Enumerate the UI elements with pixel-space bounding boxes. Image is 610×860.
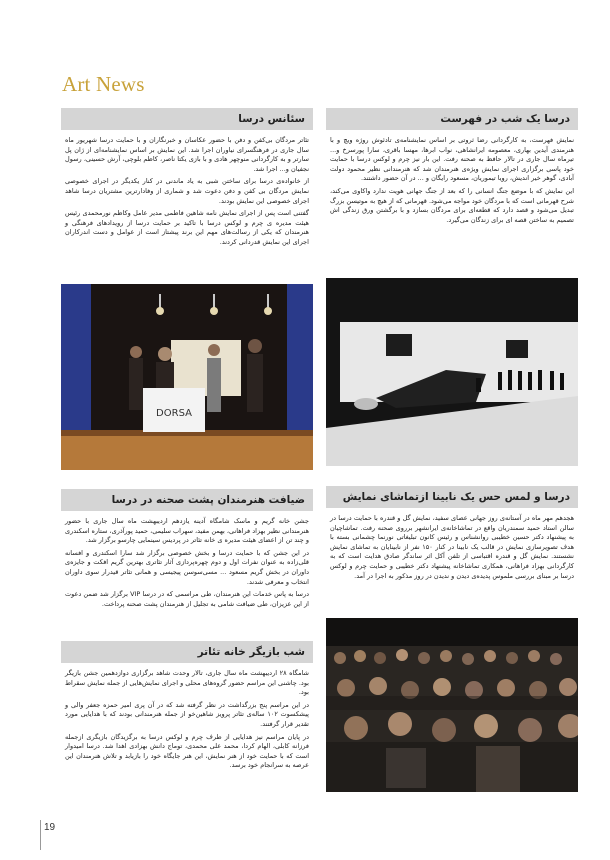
article-heading: درسا و لمس حس یک نابینا ازتماشای نمایش xyxy=(326,486,578,508)
article-body xyxy=(61,663,313,771)
article-paragraph: در این مراسم پنج بزرگداشت در نظر گرفته شد که در آن پری امیر حمزه جعفر والی و پیشکسوت ۱۰۲ ساله‌ی تئاتر پرویز شاهین‌خو از جمله هنرمندانی بودند که با هدایایی مورد تقدیر قرار گرفتند. xyxy=(65,700,309,728)
article-heading: سئانس درسا xyxy=(61,108,313,130)
right-column xyxy=(326,108,578,792)
page-title: Art News xyxy=(62,72,145,96)
article-body xyxy=(326,508,578,618)
page-number-rule xyxy=(40,820,41,850)
ceremony-stage-photo xyxy=(61,284,313,470)
page-number: 19 xyxy=(44,822,56,833)
article-body xyxy=(326,130,578,278)
article-paragraph: درسا به پاس خدمات این هنرمندان، طی مراسمی که در درسا VIP برگزار شد ضمن دعوت از این عزیزان، طی ضیافت شامی به تجلیل از هنرمندان پشت صحنه پرداخت. xyxy=(65,590,309,608)
left-column xyxy=(61,108,313,774)
article-paragraph: تئاتر مردگان بی‌کفن و دفن با حضور عکاسان و خبرنگاران و با حمایت درسا شهریور ماه سال جاری در فرهنگسرای نیاوران اجرا شد. این نمایش بر اساس نمایشنامه‌ای از ژان پل سارتر و به کارگردانی منوچهر هادی و با بازی یکتا ناصر، کاظم بلوچی، آرش حسینی، رسول نجفیان و... اجرا شد. xyxy=(65,136,309,173)
article-heading: ضیافت هنرمندان پشت صحنه در درسا xyxy=(61,489,313,511)
article-paragraph: جشن خانه گریم و ماسک شامگاه آدینه یازدهم اردیبهشت ماه سال جاری با حضور هنرمندانی نظیر بهزاد فراهانی، بهمن مفید، سهراب سلیمی، حمید پورآذری، ستاره اسکندری و چند تن از اعضای هیئت مدیره ی خانه تئاتر در پردیس سینمایی چارسو برگزار شد. xyxy=(65,517,309,545)
article-paragraph: در پایان مراسم نیز هدایایی از طرف چرم و لوکس درسا به برگزیدگان بازیگری ازجمله فرزانه کابلی، الهام کردا، محمد علی محمدی، توماج دانش بهزادی اهدا شد. درسا امیدوار است که با حمایت خود از هنر نمایش، این هنر جایگاه خود را بازیابد و تلاش هنرمندان این عرصه به سرانجام خود برسد. xyxy=(65,732,309,770)
article-paragraph: این نمایش که با موضع جنگ انسانی را که بعد از جنگ جهانی هویت ندارد واکاوی می‌کند، شرح قهرمانی است که با مردگان خود مواجه می‌شود. قهرمانی که از هیچ به موتیسن بزرگ تبدیل می‌شود و قصد دارد که قطعه‌ای برای مردگان بسازد و با برگشتن ورق زندگی اش تصمیم به ساختن قصه ای برای زندگان می‌گیرد. xyxy=(330,186,574,224)
article-paragraph: نمایش فهرست، به کارگردانی رضا ثروتی بر اساس نمایشنامه‌ی تادئوش روژه ویچ و با هنرمندی آیدین بهاری، معصومه ایرانشاهی، نواب ابرها، مهسا باقری، سارا پورسرخ و... تیرماه سال جاری در تالار حافظ به صحنه رفت. این بار نیز چرم و لوکس درسا با حمایت خود پاسی برگزاری اجرای نمایش ویژه‌ی هنرمندان شد که هنرمندانی نظیر محمود دولت آبادی، گوهر خیر اندیش، رویا تیموریان، مسعود رایگان و ... در آن حضور داشتند. xyxy=(330,136,574,183)
article-paragraph: از خانواده‌ی درسا برای ساختن شبی به یاد ماندنی در کنار یکدیگر در اجرای خصوصی نمایش مردگان بی کفن و دفن دعوت شد و شماری از وفادارترین مشتریان درسا شاهد اجرای خصوصی این نمایش بودند. xyxy=(65,177,309,205)
article-paragraph: در این جشن که با حمایت درسا و بخش خصوصی برگزار شد سارا اسکندری و افسانه قلی‌زاده به عنوان نفرات اول و دوم چهره‌پردازی آثار تئاتری بهترین گریم افکت و جایزه‌ی داوران در بخش گریم مسعود ... مسی‌سوسن پیجیسی و همانی تئاتر قیدرار سوی داوران انتخاب و معرفی شدند. xyxy=(65,548,309,586)
article-paragraph: شامگاه ۲۸ اردیبهشت ماه سال جاری، تالار وحدت شاهد برگزاری دوازدهمین جشن بازیگر بود. چاشنی این مراسم حضور گروه‌های محلی و اجرای نمایش‌هایی از جمله نمایش سقراط بود. xyxy=(64,669,310,697)
article-paragraph: گفتنی است پس از اجرای نمایش نامه شاهین فاطمی مدیر عامل وکاظم نورمحمدی رئیس هیئت مدیره ی چرم و لوکس درسا با تاکید بر حمایت درسا از رویدادهای فرهنگی و هنرمندان که یکی از رسالت‌های مهم این برند پیشتاز است از عوامل و دست اندرکاران اجرای این نمایش قدردانی کردند. xyxy=(65,209,309,246)
article-paragraph: هجدهم مهر ماه در آستانه‌ی روز جهانی عصای سفید، نمایش گل و قندره با حمایت درسا در سالن استاد حمید سمندریان واقع در تماشاخانه‌ی ایرانشهر برروی صحنه رفت. تماشاچیان به پیشنهاد دکتر حسین خطیبی روانشناس و رئیس کانون تبلیغاتی نورنما چشمانی بسته با هدف تصویرسازی نمایش در قالب یک نابینا در کنار ۱۵۰ نفر از نابینایان به تماشای نمایش نشستند. نمایش گل و قندره اقتباسی از تلفن آکل اثر ساندگر صادق هدایت است که به کارگردانی بهزاد فراهانی، همکاری تماشاخانه پیشنهاد دکتر خطیبی و حمایت چرم و لوکس درسا بر مبنای بررسی ملموس پدیده‌ی دیدن و ندیدن در روز مذکور به اجرا در آمد. xyxy=(330,514,574,580)
dorsa-podium-sign: DORSA xyxy=(156,408,192,419)
article-body xyxy=(61,511,313,637)
audience-photo xyxy=(326,618,578,792)
article-heading: درسا یک شب در فهرست xyxy=(326,108,578,130)
article-body xyxy=(61,130,313,280)
article-heading: شب بازیگر خانه تئاتر xyxy=(61,641,313,663)
dance-performance-photo xyxy=(326,278,578,466)
